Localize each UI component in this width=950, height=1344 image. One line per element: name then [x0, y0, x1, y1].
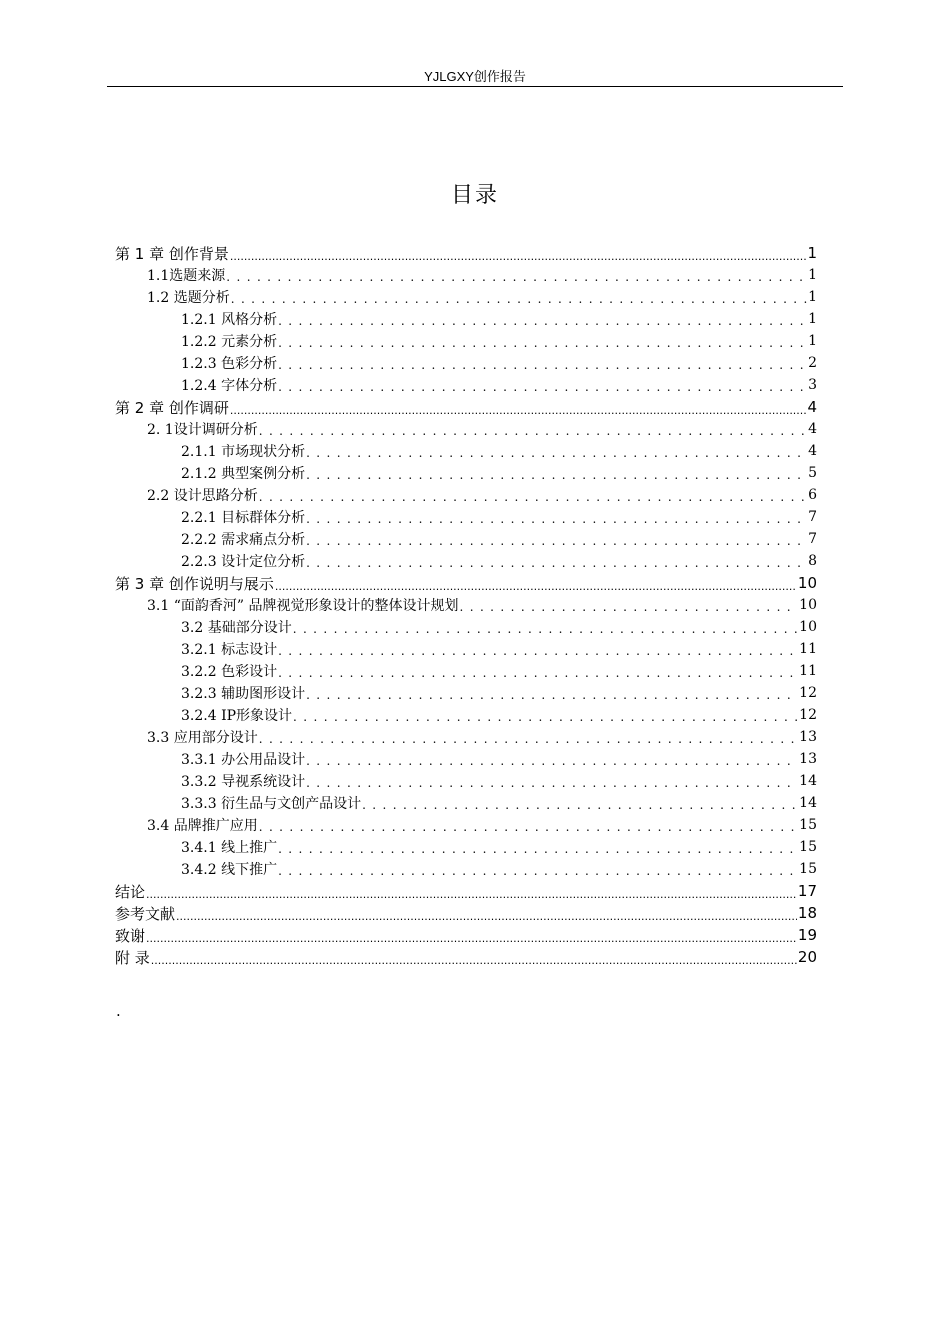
- toc-entry-label: 附 录: [115, 948, 150, 967]
- toc-leader-dots: [146, 930, 797, 945]
- toc-entry-label: 3.2.3 辅助图形设计: [181, 686, 306, 702]
- toc-entry[interactable]: [115, 242, 817, 264]
- toc-entry[interactable]: [115, 528, 817, 550]
- running-header: YJLGXY创作报告: [424, 69, 526, 84]
- toc-entry-label: 2.2.1 目标群体分析: [181, 510, 306, 526]
- toc-entry[interactable]: [115, 550, 817, 572]
- toc-entry-page: 3: [808, 377, 817, 393]
- toc-leader-dots: [278, 842, 798, 856]
- toc-leader-dots: [259, 732, 798, 746]
- toc-entry-label: 2.2 设计思路分析: [147, 488, 258, 504]
- toc-entry-label: 3.2 基础部分设计: [181, 620, 292, 636]
- toc-entry[interactable]: [115, 770, 817, 792]
- toc-entry-label: 3.4.1 线上推广: [181, 840, 278, 856]
- header-rule: [107, 86, 843, 87]
- toc-entry-page: 2: [808, 355, 817, 371]
- toc-entry-label: 3.4.2 线下推广: [181, 862, 278, 878]
- toc-entry-page: 17: [797, 882, 817, 900]
- toc-entry-label: 致谢: [115, 926, 146, 945]
- toc-leader-dots: [306, 512, 807, 526]
- toc-leader-dots: [306, 556, 807, 570]
- toc-entry-label: 第 1 章 创作背景: [115, 244, 229, 263]
- toc-entry-page: 12: [799, 707, 817, 723]
- toc-entry-page: 1: [808, 311, 817, 327]
- toc-entry-page: 14: [799, 795, 817, 811]
- toc-entry-page: 1: [808, 333, 817, 349]
- toc-entry[interactable]: [115, 748, 817, 770]
- toc-leader-dots: [259, 820, 798, 834]
- toc-entry[interactable]: [115, 814, 817, 836]
- toc-leader-dots: [306, 468, 807, 482]
- toc-entry[interactable]: [115, 682, 817, 704]
- toc-entry-label: 1.2 选题分析: [147, 290, 230, 306]
- toc-entry-page: 4: [808, 443, 817, 459]
- toc-entry-page: 15: [799, 839, 817, 855]
- toc-entry-label: 2.2.3 设计定位分析: [181, 554, 306, 570]
- toc-entry-label: 3.3.3 衍生品与文创产品设计: [181, 796, 362, 812]
- toc-leader-dots: [275, 578, 797, 593]
- table-of-contents: [115, 242, 817, 968]
- toc-leader-dots: [226, 270, 807, 284]
- toc-entry-page: 8: [808, 553, 817, 569]
- toc-entry-label: 3.2.2 色彩设计: [181, 664, 278, 680]
- toc-entry[interactable]: [115, 858, 817, 880]
- toc-leader-dots: [293, 622, 798, 636]
- toc-entry[interactable]: [115, 792, 817, 814]
- toc-entry[interactable]: [115, 902, 817, 924]
- toc-entry[interactable]: [115, 352, 817, 374]
- toc-entry-label: 1.2.2 元素分析: [181, 334, 278, 350]
- toc-entry-page: 4: [808, 421, 817, 437]
- toc-entry-page: 11: [799, 663, 817, 679]
- toc-entry-label: 2.1.1 市场现状分析: [181, 444, 306, 460]
- toc-entry[interactable]: [115, 704, 817, 726]
- toc-entry-label: 3.4 品牌推广应用: [147, 818, 258, 834]
- toc-entry-label: 3.3.1 办公用品设计: [181, 752, 306, 768]
- toc-leader-dots: [278, 864, 798, 878]
- toc-entry-page: 7: [808, 531, 817, 547]
- toc-entry-label: 2. 1设计调研分析: [147, 422, 258, 438]
- toc-entry-page: 14: [799, 773, 817, 789]
- toc-entry[interactable]: [115, 264, 817, 286]
- toc-leader-dots: [146, 886, 797, 901]
- toc-entry[interactable]: [115, 462, 817, 484]
- toc-entry-label: 参考文献: [115, 904, 176, 923]
- toc-entry-page: 1: [808, 289, 817, 305]
- toc-entry[interactable]: [115, 396, 817, 418]
- toc-entry[interactable]: [115, 726, 817, 748]
- toc-entry-label: 1.2.3 色彩分析: [181, 356, 278, 372]
- toc-entry[interactable]: [115, 946, 817, 968]
- toc-entry-page: 18: [797, 904, 817, 922]
- toc-entry-page: 6: [808, 487, 817, 503]
- toc-entry-page: 10: [799, 597, 817, 613]
- toc-leader-dots: [278, 666, 798, 680]
- toc-entry-page: 10: [799, 619, 817, 635]
- toc-entry-page: 7: [808, 509, 817, 525]
- toc-entry[interactable]: [115, 638, 817, 660]
- toc-entry[interactable]: [115, 418, 817, 440]
- toc-leader-dots: [259, 490, 807, 504]
- toc-entry-label: 第 3 章 创作说明与展示: [115, 574, 274, 593]
- toc-leader-dots: [306, 776, 798, 790]
- toc-leader-dots: [176, 908, 797, 923]
- toc-leader-dots: [459, 600, 798, 614]
- toc-entry-page: 5: [808, 465, 817, 481]
- toc-entry-page: 13: [799, 729, 817, 745]
- toc-entry[interactable]: [115, 594, 817, 616]
- toc-leader-dots: [306, 446, 807, 460]
- toc-entry-page: 13: [799, 751, 817, 767]
- toc-entry-label: 第 2 章 创作调研: [115, 398, 229, 417]
- toc-leader-dots: [230, 402, 807, 417]
- toc-title: 目录: [450, 183, 499, 208]
- toc-entry-page: 4: [807, 398, 817, 416]
- toc-entry-label: 1.2.1 风格分析: [181, 312, 278, 328]
- toc-leader-dots: [278, 314, 807, 328]
- toc-entry-label: 3.3.2 导视系统设计: [181, 774, 306, 790]
- toc-leader-dots: [230, 248, 807, 263]
- toc-entry[interactable]: [115, 660, 817, 682]
- toc-entry-label: 1.1选题来源: [147, 268, 226, 284]
- toc-entry-page: 15: [799, 861, 817, 877]
- toc-entry[interactable]: [115, 308, 817, 330]
- toc-leader-dots: [278, 380, 807, 394]
- toc-entry-label: 3.3 应用部分设计: [147, 730, 258, 746]
- toc-entry-label: 3.2.1 标志设计: [181, 642, 278, 658]
- toc-leader-dots: [278, 358, 807, 372]
- toc-entry-page: 10: [797, 574, 817, 592]
- toc-leader-dots: [278, 644, 798, 658]
- toc-entry[interactable]: [115, 330, 817, 352]
- toc-leader-dots: [306, 688, 798, 702]
- toc-entry[interactable]: [115, 880, 817, 902]
- toc-entry-label: 3.1 “面韵香河” 品牌视觉形象设计的整体设计规划: [147, 598, 459, 614]
- toc-entry-page: 15: [799, 817, 817, 833]
- toc-leader-dots: [231, 292, 807, 306]
- toc-leader-dots: [293, 710, 798, 724]
- toc-entry-label: 3.2.4 IP形象设计: [181, 708, 293, 724]
- toc-entry[interactable]: [115, 616, 817, 638]
- toc-entry-label: 结论: [115, 882, 146, 901]
- toc-entry[interactable]: [115, 374, 817, 396]
- toc-entry-page: 1: [808, 267, 817, 283]
- toc-entry-page: 11: [799, 641, 817, 657]
- toc-entry[interactable]: [115, 572, 817, 594]
- toc-entry-label: 2.2.2 需求痛点分析: [181, 532, 306, 548]
- toc-leader-dots: [306, 754, 798, 768]
- toc-entry-page: 19: [797, 926, 817, 944]
- toc-leader-dots: [278, 336, 807, 350]
- toc-entry[interactable]: [115, 440, 817, 462]
- toc-entry-page: 1: [807, 244, 817, 262]
- toc-entry[interactable]: [115, 924, 817, 946]
- toc-leader-dots: [151, 952, 797, 967]
- toc-entry-page: 12: [799, 685, 817, 701]
- trailing-mark: .: [116, 1002, 121, 1020]
- toc-leader-dots: [362, 798, 798, 812]
- toc-entry[interactable]: [115, 836, 817, 858]
- toc-entry[interactable]: [115, 484, 817, 506]
- toc-entry-label: 1.2.4 字体分析: [181, 378, 278, 394]
- toc-leader-dots: [259, 424, 807, 438]
- toc-entry-page: 20: [797, 948, 817, 966]
- toc-entry[interactable]: [115, 286, 817, 308]
- toc-entry[interactable]: [115, 506, 817, 528]
- toc-leader-dots: [306, 534, 807, 548]
- toc-entry-label: 2.1.2 典型案例分析: [181, 466, 306, 482]
